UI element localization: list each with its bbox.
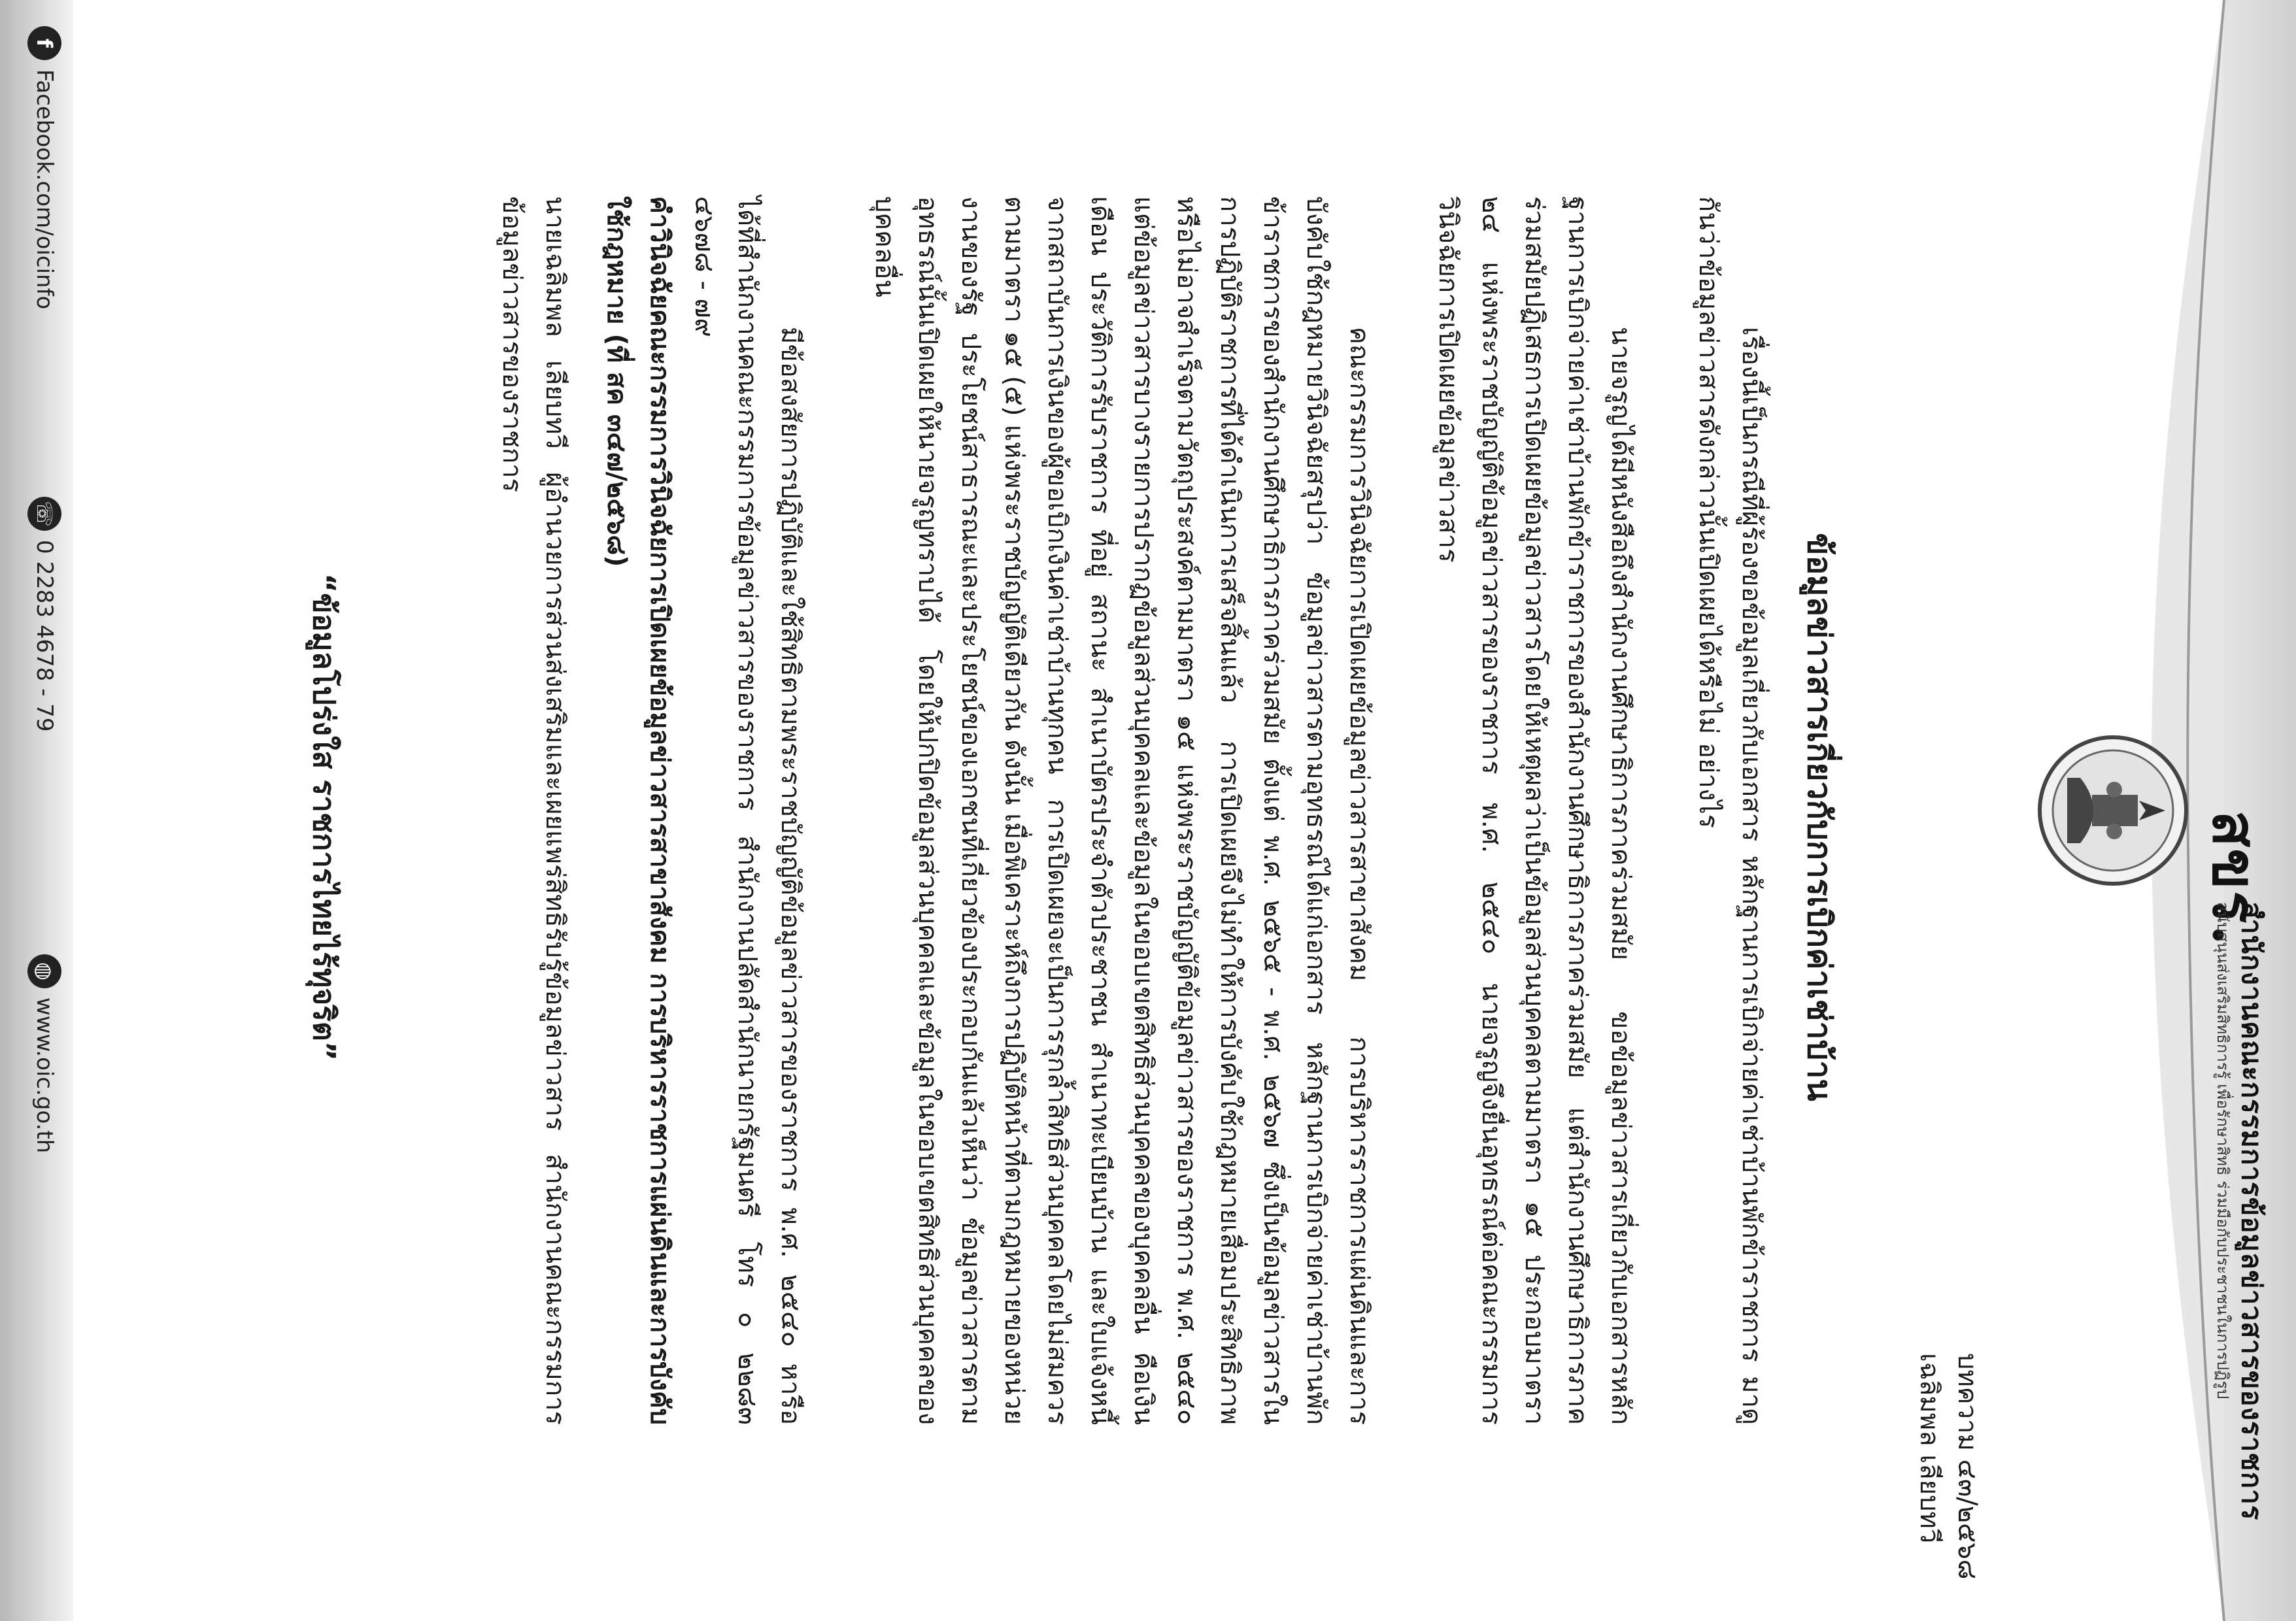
oic-logo: สขร. — [2199, 811, 2270, 947]
ruling-reference: คำวินิจฉัยคณะกรรมการวินิจฉัยการเปิดเผยข้อมูลข่าวสารสาขาสังคม การบริหารราชการแผ่นดินและการบังคับใช้กฎหมาย (ที่ สค ๓๔๗/๒๕๖๘) — [601, 196, 675, 1425]
footer-phone — [27, 497, 61, 731]
ruling-paragraph: คณะกรรมการวินิจฉัยการเปิดเผยข้อมูลข่าวสารสาขาสังคม การบริหารราชการแผ่นดินและการบังคับใช้กฎหมายวินิจฉัยสรุปว่า ข้อมูลข่าวสารตามอุทธรณ์ได้แก่เอกสาร หลักฐานการเบิกจ่ายค่าเช่าบ้านพักข้าราชการของสำนักงานศึกษาธิการภาคร่วมสมัย ตั้งแต่ พ.ศ. ๒๕๖๕ - พ.ศ. ๒๕๖๗ ซึ่งเป็นข้อมูลข่าวสารในการปฏิบัติราชการที่ได้ดำเนินการเสร็จสิ้นแล้ว การเปิดเผยจึงไม่ทำให้การบังคับใช้กฎหมายเสื่อมประสิทธิภาพหรือไม่อาจสำเร็จตามวัตถุประสงค์ตามมาตรา ๑๕ แห่งพระราชบัญญัติข้อมูลข่าวสารของราชการ พ.ศ. ๒๕๔๐ แต่ข้อมูลข่าวสารบางรายการปรากฏข้อมูลส่วนบุคคลและข้อมูลในขอบเขตสิทธิส่วนบุคคลของบุคคลอื่น คือเงินเดือน ประวัติการรับราชการ ที่อยู่ สถานะ สำเนาบัตรประจำตัวประชาชน สำเนาทะเบียนบ้าน และใบแจ้งหนี้จากสถาบันการเงินของผู้ขอเบิกเงินค่าเช่าบ้านทุกคน การเปิดเผยจะเป็นการรุกล้ำสิทธิส่วนบุคคลโดยไม่สมควรตามมาตรา ๑๕ (๕) แห่งพระราชบัญญัติเดียวกัน ดังนั้น เมื่อพิเคราะห์ถึงการปฏิบัติหน้าที่ตามกฎหมายของหน่วยงานของรัฐ ประโยชน์สาธารณะและประโยชน์ของเอกชนที่เกี่ยวข้องประกอบกันแล้วเห็นว่า ข้อมูลข่าวสารตามอุทธรณ์นั้นเปิดเผยให้นายจรูญทราบได้ โดยให้ปกปิดข้อมูลส่วนบุคคลและข้อมูลในขอบเขตสิทธิส่วนบุคคลของบุคคลอื่น — [869, 196, 1374, 1425]
facebook-link[interactable]: Facebook.com/oicinfo — [31, 69, 58, 310]
article-number: บทความ ๔๓/๒๕๖๘ — [1952, 1353, 1982, 1580]
author-credit: นายเฉลิมพล เลียบทวี ผู้อำนวยการส่วนส่งเสริมและเผยแพร่สิทธิรับรู้ข้อมูลข่าวสาร สำนักงานคณะกรรมการข้อมูลข่าวสารของราชการ — [497, 196, 570, 1425]
phone-number: 0 2283 4678 - 79 — [31, 540, 58, 732]
facebook-icon: f — [27, 26, 61, 60]
government-emblem-icon — [2034, 732, 2191, 889]
website-link[interactable]: www.oic.go.th — [31, 997, 58, 1154]
globe-icon: ◍ — [27, 954, 61, 988]
closing-slogan: “ข้อมูลโปร่งใส ราชการไทยไร้ทุจริต” — [307, 573, 342, 1061]
document-title: ข้อมูลข่าวสารเกี่ยวกับการเบิกค่าเช่าบ้าน — [1800, 533, 1838, 1101]
intro-paragraph: เรื่องนี้เป็นกรณีที่ผู้ร้องขอข้อมูลเกี่ยวกับเอกสาร หลักฐานการเบิกจ่ายค่าเช่าบ้านพักข้าราชการ มาดูกันว่าข้อมูลข่าวสารดังกล่าวนั้นเปิดเผยได้หรือไม่ อย่างไร — [1693, 196, 1766, 1425]
footer-website[interactable] — [27, 954, 61, 1153]
case-paragraph: นายจรูญได้มีหนังสือถึงสำนักงานศึกษาธิการภาคร่วมสมัย ขอข้อมูลข่าวสารเกี่ยวกับเอกสารหลักฐานการเบิกจ่ายค่าเช่าบ้านพักข้าราชการของสำนักงานศึกษาธิการภาคร่วมสมัย แต่สำนักงานศึกษาธิการภาคร่วมสมัยปฏิเสธการเปิดเผยข้อมูลข่าวสารโดยให้เหตุผลว่าเป็นข้อมูลส่วนบุคคลตามมาตรา ๑๕ ประกอบมาตรา ๒๔ แห่งพระราชบัญญัติข้อมูลข่าวสารของราชการ พ.ศ. ๒๕๔๐ นายจรูญจึงยื่นอุทธรณ์ต่อคณะกรรมการวินิจฉัยการเปิดเผยข้อมูลข่าวสาร — [1433, 196, 1636, 1425]
phone-icon: ☏ — [27, 497, 61, 531]
author-name: เฉลิมพล เลียบทวี — [1914, 1353, 1944, 1544]
org-subline: สนับสนุนส่งเสริมสิทธิการรู้ เพื่อรักษาสิทธิ ร่วมมือกับประชาชนในการปฏิรูป — [2214, 902, 2232, 1399]
org-name: สำนักงานคณะกรรมการข้อมูลข่าวสารของราชการ — [2236, 902, 2268, 1521]
contact-paragraph: มีข้อสงสัยการปฏิบัติและใช้สิทธิตามพระราชบัญญัติข้อมูลข่าวสารของราชการ พ.ศ. ๒๕๔๐ หารือได้ที่สำนักงานคณะกรรมการข้อมูลข่าวสารของราชการ สำนักงานปลัดสำนักนายกรัฐมนตรี โทร ๐ ๒๒๘๓ ๔๖๗๘ - ๗๙ — [689, 196, 805, 1426]
footer-facebook[interactable] — [27, 26, 61, 309]
